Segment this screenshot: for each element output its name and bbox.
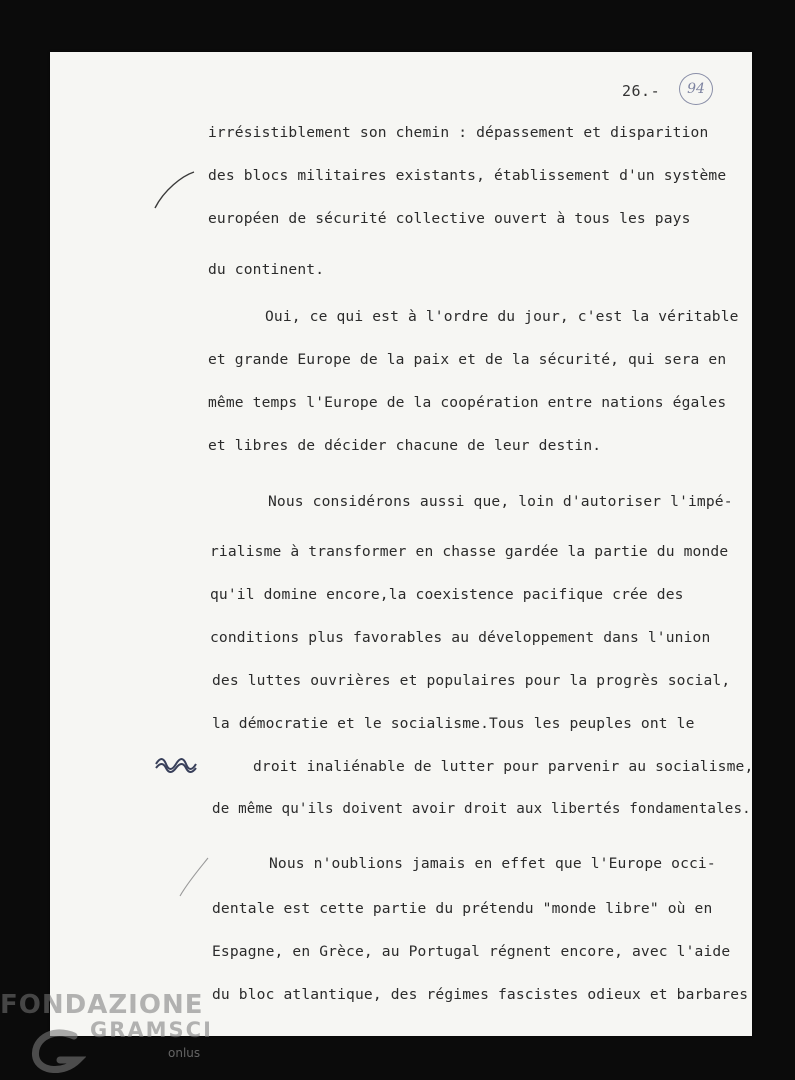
text-line: des luttes ouvrières et populaires pour la progrès social, [212,672,731,689]
text-line: des blocs militaires existants, établissement d'un système [208,167,727,184]
text-line: droit inaliénable de lutter pour parvenir au socialisme, [253,758,754,775]
watermark-title: FONDAZIONE [0,990,204,1020]
text-line: Nous considérons aussi que, loin d'autoriser l'impé- [268,493,733,510]
watermark-subtitle: GRAMSCI [90,1018,213,1042]
text-line: du bloc atlantique, des régimes fascistes odieux et barbares [212,986,749,1003]
margin-mark-icon [176,856,212,900]
archive-stamp: 94 [679,73,713,105]
text-line: qu'il domine encore,la coexistence pacifique crée des [210,586,684,603]
margin-mark-icon [150,168,198,212]
text-line: et libres de décider chacune de leur destin. [208,437,602,454]
watermark-onlus: onlus [168,1046,201,1060]
page-number: 26.- [622,82,661,100]
text-line: et grande Europe de la paix et de la sécurité, qui sera en [208,351,727,368]
text-line: la démocratie et le socialisme.Tous les peuples ont le [212,715,695,732]
text-line: Oui, ce qui est à l'ordre du jour, c'est la véritable [265,308,739,325]
text-line: irrésistiblement son chemin : dépassement et disparition [208,124,709,141]
crossed-out-word-icon [154,752,198,776]
text-line: de même qu'ils doivent avoir droit aux libertés fondamentales. [212,801,751,817]
text-line: même temps l'Europe de la coopération entre nations égales [208,394,727,411]
text-line: rialisme à transformer en chasse gardée la partie du monde [210,543,729,560]
foundation-logo-icon [30,1026,86,1074]
text-line: Espagne, en Grèce, au Portugal régnent encore, avec l'aide [212,943,731,960]
text-line: Nous n'oublions jamais en effet que l'Europe occi- [269,855,716,872]
text-line: dentale est cette partie du prétendu "monde libre" où en [212,900,713,917]
text-line: conditions plus favorables au développement dans l'union [210,629,711,646]
text-line: européen de sécurité collective ouvert à tous les pays [208,210,691,227]
text-line: du continent. [208,261,325,278]
